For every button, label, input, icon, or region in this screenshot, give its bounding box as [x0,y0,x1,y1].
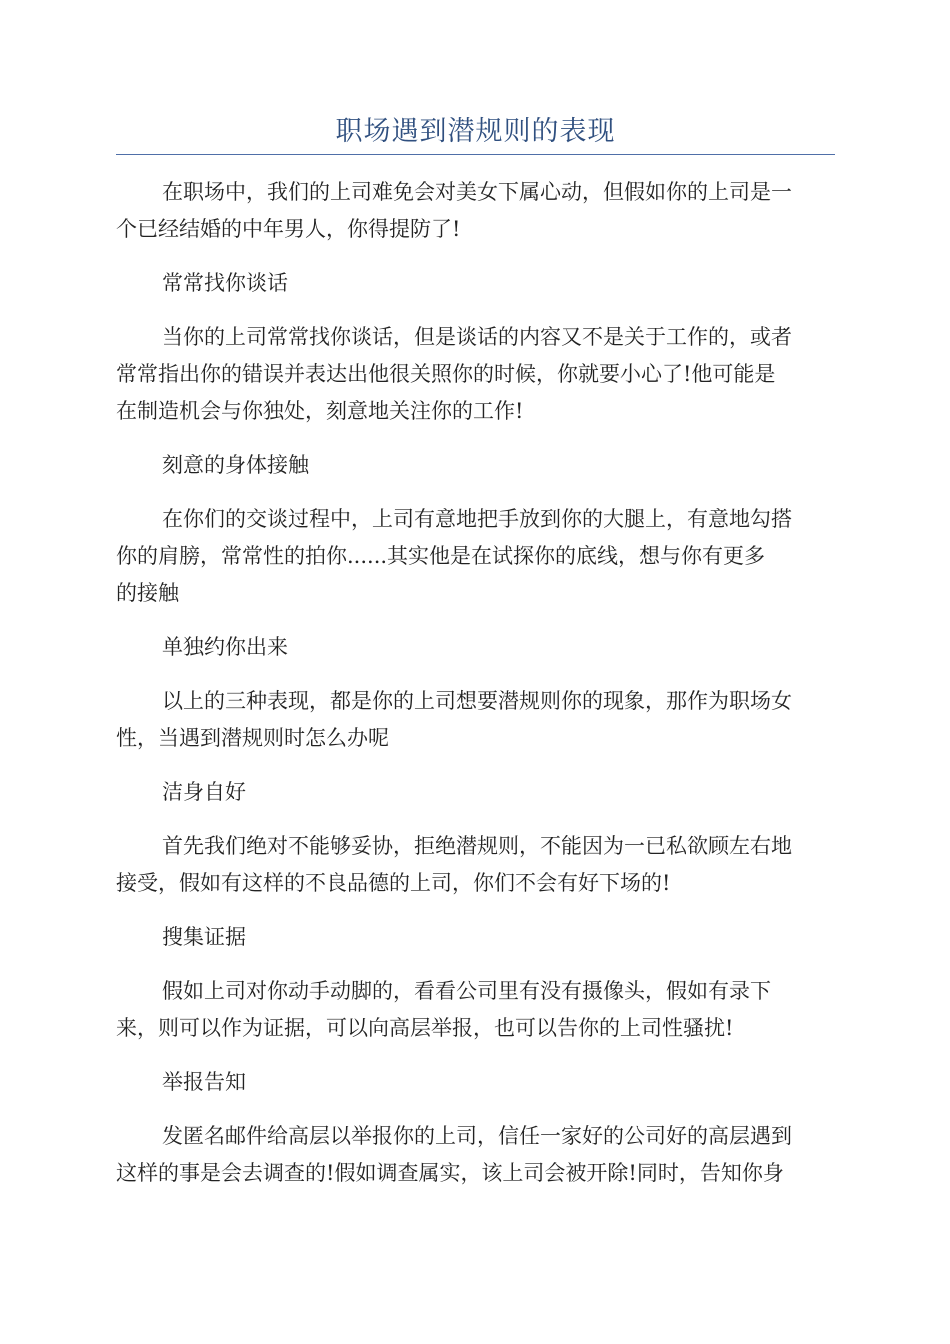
paragraph-5 [116,828,835,902]
paragraph-line: 你的肩膀，常常性的拍你......其实他是在试探你的底线，想与你有更多 [116,544,766,568]
paragraph-6 [116,973,835,1047]
paragraph-line: 以上的三种表现，都是你的上司想要潜规则你的现象，那作为职场女 [162,689,792,713]
paragraph-line: 假如上司对你动手动脚的，看看公司里有没有摄像头，假如有录下 [162,979,771,1003]
document-title: 职场遇到潜规则的表现 [335,116,616,147]
paragraph-line: 性，当遇到潜规则时怎么办呢 [116,726,389,750]
document-body [116,174,835,1209]
paragraph-line: 来，则可以作为证据，可以向高层举报，也可以告你的上司性骚扰! [116,1016,734,1040]
section-heading-5: 搜集证据 [162,925,246,949]
paragraph-line: 这样的事是会去调查的!假如调查属实，该上司会被开除!同时，告知你身 [116,1161,784,1185]
paragraph-line: 的接触 [116,581,179,605]
paragraph-3 [116,501,835,612]
paragraph-line: 在制造机会与你独处，刻意地关注你的工作! [116,399,524,423]
paragraph-line: 在你们的交谈过程中，上司有意地把手放到你的大腿上，有意地勾搭 [162,507,792,531]
section-heading-3: 单独约你出来 [162,635,288,659]
section-heading-6: 举报告知 [162,1070,246,1094]
paragraph-4 [116,683,835,757]
title-underline [116,154,835,155]
paragraph-7 [116,1118,835,1192]
section-heading-4: 洁身自好 [162,780,246,804]
paragraph-2 [116,319,835,430]
section-heading-2: 刻意的身体接触 [162,453,309,477]
paragraph-line: 当你的上司常常找你谈话，但是谈话的内容又不是关于工作的，或者 [162,325,792,349]
paragraph-line: 发匿名邮件给高层以举报你的上司，信任一家好的公司好的高层遇到 [162,1124,792,1148]
paragraph-line: 常常指出你的错误并表达出他很关照你的时候，你就要小心了!他可能是 [116,362,776,386]
section-heading-1: 常常找你谈话 [162,271,288,295]
paragraph-1 [116,174,835,248]
paragraph-line: 首先我们绝对不能够妥协，拒绝潜规则，不能因为一已私欲顾左右地 [162,834,792,858]
paragraph-line: 接受，假如有这样的不良品德的上司，你们不会有好下场的! [116,871,671,895]
paragraph-line: 个已经结婚的中年男人，你得提防了! [116,217,461,241]
paragraph-line: 在职场中，我们的上司难免会对美女下属心动，但假如你的上司是一 [162,180,792,204]
